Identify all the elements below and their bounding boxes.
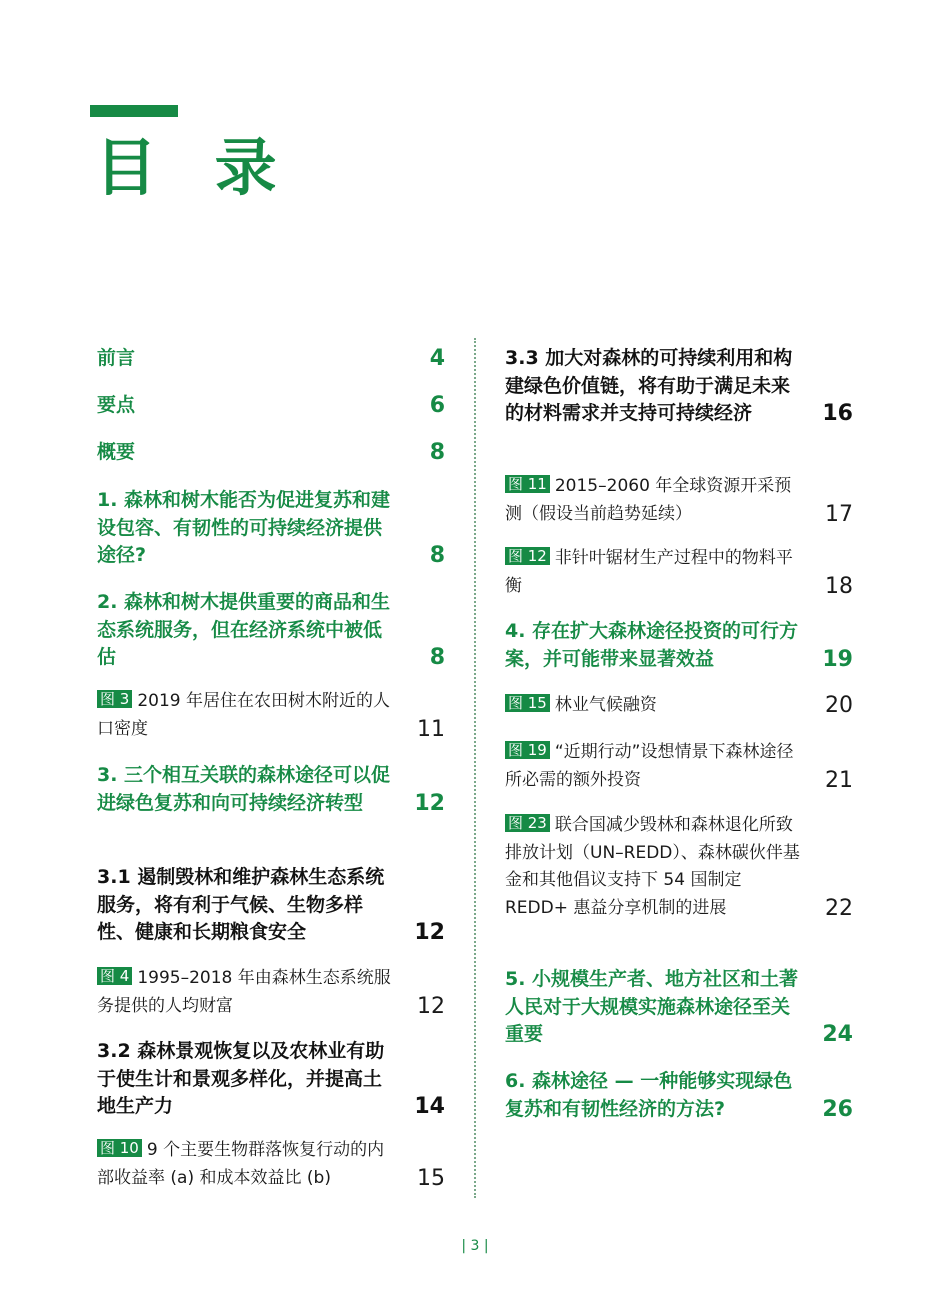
toc-entry-page: 14 bbox=[414, 1094, 445, 1119]
toc-entry-text: 2. 森林和树木提供重要的商品和生态系统服务，但在经济系统中被低估 bbox=[97, 591, 391, 668]
toc-entry-text: 3. 三个相互关联的森林途径可以促进绿色复苏和向可持续经济转型 bbox=[97, 764, 391, 814]
toc-entry-page: 8 bbox=[429, 645, 445, 670]
title-accent-bar bbox=[90, 105, 178, 117]
footer-bar-left: | bbox=[461, 1238, 467, 1254]
toc-entry-text: 3.3 加大对森林的可持续利用和构建绿色价值链，将有助于满足未来的材料需求并支持可持续经济 bbox=[505, 347, 793, 424]
figure-caption: 1995–2018 年由森林生态系统服务提供的人均财富 bbox=[97, 968, 391, 1016]
toc-entry-text bbox=[97, 688, 395, 743]
figure-caption: 9 个主要生物群落恢复行动的内部收益率 (a) 和成本效益比 (b) bbox=[97, 1140, 385, 1188]
toc-entry-text: 前言 bbox=[97, 347, 136, 369]
toc-entry-figure-10[interactable] bbox=[97, 1137, 445, 1192]
toc-entry-page: 15 bbox=[417, 1165, 445, 1191]
figure-caption: 林业气候融资 bbox=[554, 695, 657, 715]
toc-entry-page: 18 bbox=[825, 573, 853, 599]
toc-entry-text: 3.1 遏制毁林和维护森林生态系统服务，将有利于气候、生物多样性、健康和长期粮食安全 bbox=[97, 866, 385, 943]
column-divider bbox=[474, 338, 476, 1198]
page-number: 3 bbox=[470, 1238, 480, 1254]
figure-badge: 图 19 bbox=[505, 741, 550, 759]
toc-entry-figure-3[interactable] bbox=[97, 688, 445, 743]
toc-entry-text: 6. 森林途径 — 一种能够实现绿色复苏和有韧性经济的方法? bbox=[505, 1070, 793, 1120]
figure-caption: 2015–2060 年全球资源开采预测（假设当前趋势延续） bbox=[505, 476, 792, 524]
page-title: 目 录 bbox=[95, 131, 295, 204]
figure-caption: “近期行动”设想情景下森林途径所必需的额外投资 bbox=[505, 742, 794, 790]
figure-badge: 图 10 bbox=[97, 1139, 142, 1157]
toc-entry-section-3-1[interactable] bbox=[97, 864, 445, 947]
figure-badge: 图 12 bbox=[505, 547, 550, 565]
toc-entry-page: 26 bbox=[822, 1096, 853, 1122]
toc-entry-key-points[interactable] bbox=[97, 392, 445, 420]
toc-entry-figure-4[interactable] bbox=[97, 965, 445, 1020]
toc-entry-section-4[interactable] bbox=[505, 618, 853, 673]
toc-entry-page: 11 bbox=[417, 716, 445, 742]
toc-entry-section-3-3[interactable] bbox=[505, 345, 853, 428]
figure-caption: 联合国减少毁林和森林退化所致排放计划（UN–REDD）、森林碳伙伴基金和其他倡议支持下 54 国制定 REDD+ 惠益分享机制的进展 bbox=[505, 815, 800, 918]
toc-entry-section-1[interactable] bbox=[97, 487, 445, 570]
figure-badge: 图 11 bbox=[505, 475, 550, 493]
toc-entry-page: 21 bbox=[825, 767, 853, 793]
toc-entry-text: 5. 小规模生产者、地方社区和土著人民对于大规模实施森林途径至关重要 bbox=[505, 968, 799, 1045]
figure-badge: 图 23 bbox=[505, 814, 550, 832]
toc-entry-text: 1. 森林和树木能否为促进复苏和建设包容、有韧性的可持续经济提供途径? bbox=[97, 489, 391, 566]
page-footer bbox=[0, 1238, 950, 1254]
toc-entry-summary[interactable] bbox=[97, 439, 445, 467]
toc-entry-page: 6 bbox=[429, 393, 445, 418]
toc-entry-section-3[interactable] bbox=[97, 762, 445, 817]
toc-entry-section-2[interactable] bbox=[97, 589, 445, 672]
toc-entry-figure-15[interactable] bbox=[505, 692, 853, 720]
footer-bar-right: | bbox=[483, 1238, 489, 1254]
toc-entry-page: 22 bbox=[825, 895, 853, 921]
toc-entry-text bbox=[505, 812, 803, 922]
toc-entry-figure-11[interactable] bbox=[505, 473, 853, 528]
toc-entry-page: 12 bbox=[414, 790, 445, 816]
toc-entry-text: 概要 bbox=[97, 441, 136, 463]
toc-entry-preface[interactable] bbox=[97, 345, 445, 373]
figure-caption: 2019 年居住在农田树木附近的人口密度 bbox=[97, 691, 390, 739]
figure-caption: 非针叶锯材生产过程中的物料平衡 bbox=[505, 548, 793, 596]
figure-badge: 图 3 bbox=[97, 690, 132, 708]
toc-entry-text bbox=[505, 692, 803, 720]
toc-entry-page: 24 bbox=[822, 1022, 853, 1047]
toc-entry-section-3-2[interactable] bbox=[97, 1038, 445, 1121]
toc-entry-page: 12 bbox=[417, 993, 445, 1019]
toc-entry-text: 要点 bbox=[97, 394, 136, 416]
toc-entry-figure-23[interactable] bbox=[505, 812, 853, 922]
toc-entry-page: 17 bbox=[825, 501, 853, 527]
toc-entry-section-6[interactable] bbox=[505, 1068, 853, 1123]
toc-entry-text: 3.2 森林景观恢复以及农林业有助于使生计和景观多样化，并提高土地生产力 bbox=[97, 1040, 385, 1117]
toc-entry-page: 19 bbox=[822, 646, 853, 672]
toc-entry-figure-19[interactable] bbox=[505, 739, 853, 794]
toc-entry-page: 16 bbox=[822, 401, 853, 426]
toc-entry-page: 8 bbox=[429, 440, 445, 465]
toc-entry-page: 20 bbox=[825, 693, 853, 718]
figure-badge: 图 4 bbox=[97, 967, 132, 985]
toc-entry-text bbox=[505, 739, 803, 794]
toc-entry-page: 12 bbox=[414, 920, 445, 945]
toc-entry-page: 4 bbox=[429, 346, 445, 371]
toc-entry-text bbox=[97, 1137, 395, 1192]
toc-entry-text bbox=[505, 473, 803, 528]
toc-entry-text bbox=[97, 965, 395, 1020]
toc-entry-page: 8 bbox=[429, 543, 445, 568]
toc-entry-text bbox=[505, 545, 803, 600]
figure-badge: 图 15 bbox=[505, 694, 550, 712]
toc-entry-section-5[interactable] bbox=[505, 966, 853, 1049]
toc-entry-text: 4. 存在扩大森林途径投资的可行方案，并可能带来显著效益 bbox=[505, 620, 799, 670]
toc-entry-figure-12[interactable] bbox=[505, 545, 853, 600]
